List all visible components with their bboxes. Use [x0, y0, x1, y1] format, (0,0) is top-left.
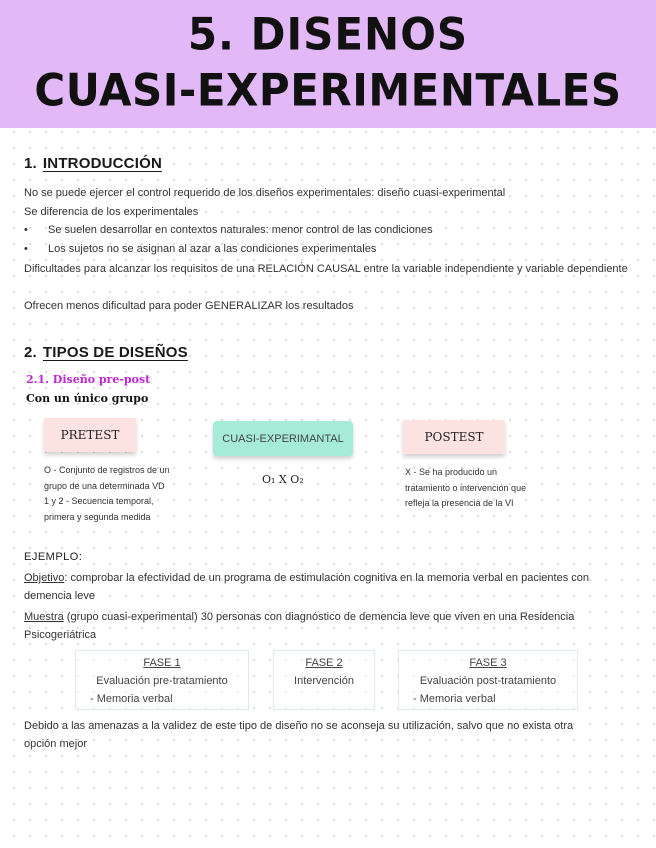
note-line: O - Conjunto de registros de un — [44, 465, 170, 475]
bullet-text: Los sujetos no se asignan al azar a las condiciones experimentales — [48, 243, 377, 255]
section-title: INTRODUCCIÓN — [42, 155, 162, 172]
intro-line-2: Se diferencia de los experimentales — [24, 206, 199, 218]
note-line: primera y segunda medida — [44, 511, 151, 522]
note-line: X - Se ha producido un — [405, 467, 498, 477]
phase-title: FASE 3 — [469, 657, 507, 669]
objective-key: Objetivo — [24, 572, 65, 584]
section-number: 2. — [24, 344, 37, 361]
note-line: grupo de una determinada VD — [44, 480, 165, 491]
phase-card-3 — [398, 650, 578, 710]
phase-line: Intervención — [294, 675, 354, 687]
section-title: TIPOS DE DISEÑOS — [42, 344, 188, 361]
intro-bullet — [24, 240, 376, 258]
page-title-line-1: 5. DISENOS — [187, 8, 469, 61]
design-formula: O₁ X O₂ — [262, 473, 304, 486]
bullet-dot-icon: • — [24, 243, 28, 255]
intro-difficulty: Dificultades para alcanzar los requisitos de una RELACIÓN CAUSAL entre la variable independiente y variable dependiente — [24, 263, 628, 275]
page-title-line-2: CUASI-EXPERIMENTALES — [34, 64, 622, 117]
sample-key: Muestra — [24, 611, 64, 623]
pretest-box: PRETEST — [44, 418, 136, 452]
posttest-box: POSTEST — [403, 420, 505, 454]
bullet-text: Se suelen desarrollar en contextos naturales: menor control de las condiciones — [48, 224, 433, 236]
posttest-note — [405, 465, 526, 512]
subheading-pre-post: 2.1. Diseño pre-post — [26, 373, 151, 386]
bullet-dot-icon: • — [24, 224, 28, 236]
phase-title: FASE 1 — [143, 657, 181, 669]
quasi-experimental-box: CUASI-EXPERIMANTAL — [213, 421, 353, 456]
phase-card-1 — [75, 650, 249, 710]
intro-line-1: No se puede ejercer el control requerido de los diseños experimentales: diseño cuasi-experimental — [24, 187, 506, 199]
intro-generalize: Ofrecen menos dificultad para poder GENERALIZAR los resultados — [24, 300, 354, 312]
sample-text: (grupo cuasi-experimental) 30 personas con diagnóstico de demencia leve que viven en una Residencia Psicogeriátrica — [24, 611, 575, 641]
example-conclusion: Debido a las amenazas a la validez de este tipo de diseño no se aconseja su utilización, salvo que no exista otra opción mejor — [24, 720, 574, 750]
intro-bullet — [24, 221, 433, 239]
group-label: Con un único grupo — [26, 392, 149, 405]
note-line: 1 y 2 - Secuencia temporal, — [44, 496, 154, 506]
example-objective — [24, 569, 636, 605]
phase-title: FASE 2 — [305, 657, 343, 669]
section-heading-introduccion — [24, 155, 162, 172]
note-line: refleja la presencia de la VI — [405, 498, 514, 508]
example-label: EJEMPLO: — [24, 551, 83, 563]
pretest-note — [44, 463, 170, 525]
section-number: 1. — [24, 155, 37, 172]
phase-line: Evaluación pre-tratamiento — [96, 675, 228, 687]
note-line: tratamiento o intervención que — [405, 482, 527, 493]
example-sample — [24, 608, 636, 644]
phase-sub-item: - Memoria verbal — [413, 693, 496, 705]
phase-line: Evaluación post-tratamiento — [419, 675, 557, 687]
section-heading-tipos — [24, 344, 188, 361]
phase-sub-item: - Memoria verbal — [90, 693, 173, 705]
objective-text: : comprobar la efectividad de un programa de estimulación cognitiva en la memoria verbal en pacientes con demencia leve — [24, 572, 589, 602]
phase-card-2 — [273, 650, 375, 710]
